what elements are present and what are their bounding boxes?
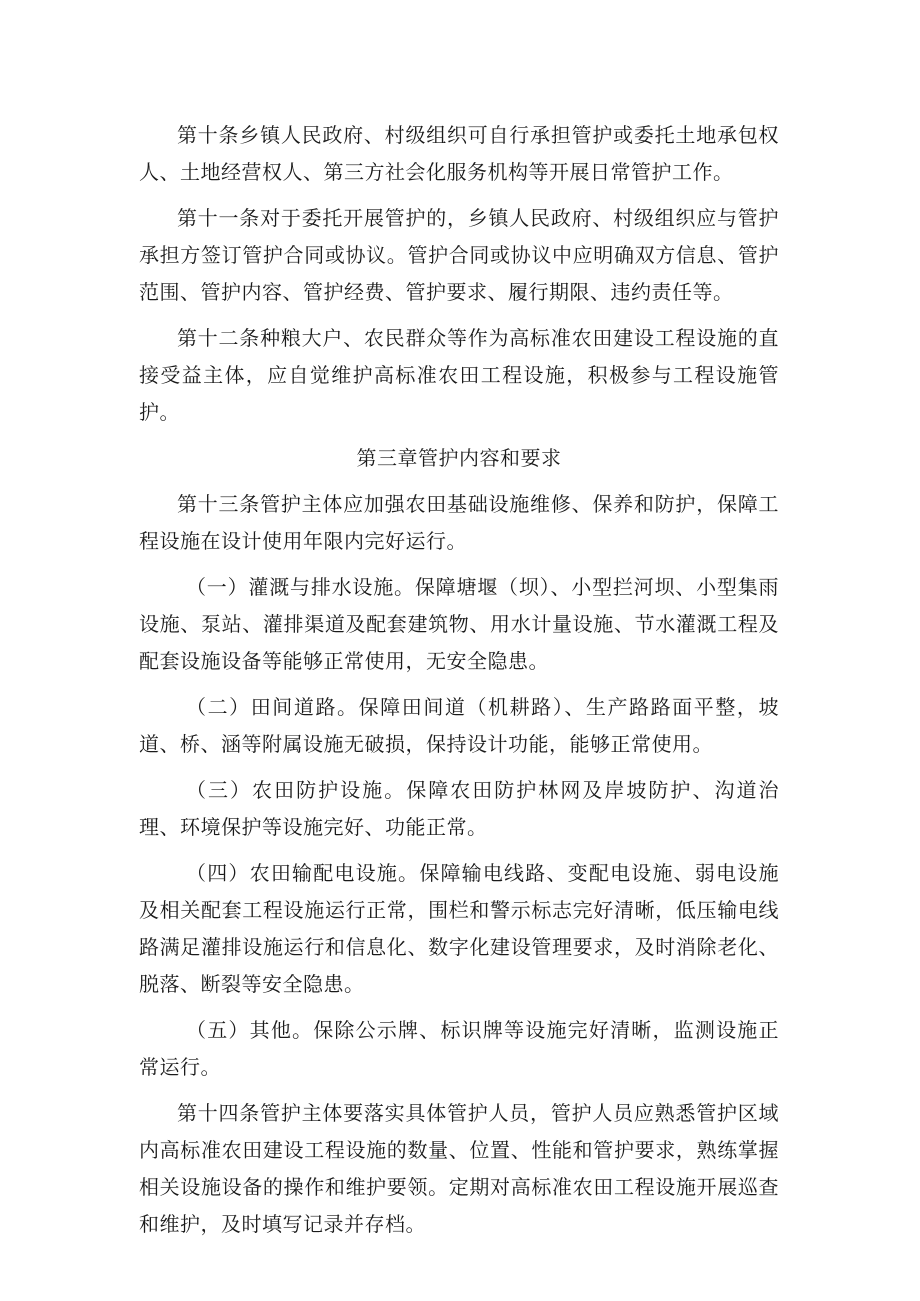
article-14-paragraph: 第十四条管护主体要落实具体管护人员，管护人员应熟悉管护区域内高标准农田建设工程设施的数量、位置、性能和管护要求，熟练掌握相关设施设备的操作和维护要领。定期对高标准农田工程设施开展巡查和维护，及时填写记录并存档。 bbox=[139, 1101, 779, 1236]
item-5-other-paragraph: （五）其他。保除公示牌、标识牌等设施完好清晰，监测设施正常运行。 bbox=[139, 1018, 779, 1079]
item-2-roads-paragraph: （二）田间道路。保障田间道（机耕路）、生产路路面平整，坡道、桥、涵等附属设施无破损，保持设计功能，能够正常使用。 bbox=[139, 695, 779, 756]
chapter-3-heading: 第三章管护内容和要求 bbox=[356, 446, 562, 470]
article-12-paragraph: 第十二条种粮大户、农民群众等作为高标准农田建设工程设施的直接受益主体，应自觉维护高标准农田工程设施，积极参与工程设施管护。 bbox=[139, 326, 779, 424]
item-4-power-paragraph: （四）农田输配电设施。保障输电线路、变配电设施、弱电设施及相关配套工程设施运行正常，围栏和警示标志完好清晰，低压输电线路满足灌排设施运行和信息化、数字化建设管理要求，及时消除老化、脱落、断裂等安全隐患。 bbox=[139, 861, 779, 996]
item-3-protection-paragraph: （三）农田防护设施。保障农田防护林网及岸坡防护、沟道治理、环境保护等设施完好、功能正常。 bbox=[139, 778, 779, 839]
document-body bbox=[139, 117, 779, 1252]
article-13-paragraph: 第十三条管护主体应加强农田基础设施维修、保养和防护，保障工程设施在设计使用年限内完好运行。 bbox=[139, 492, 779, 553]
item-1-irrigation-paragraph: （一）灌溉与排水设施。保障塘堰（坝）、小型拦河坝、小型集雨设施、泵站、灌排渠道及配套建筑物、用水计量设施、节水灌溉工程及配套设施设备等能够正常使用，无安全隐患。 bbox=[139, 575, 779, 673]
article-10-paragraph: 第十条乡镇人民政府、村级组织可自行承担管护或委托土地承包权人、土地经营权人、第三方社会化服务机构等开展日常管护工作。 bbox=[139, 123, 779, 184]
article-11-paragraph: 第十一条对于委托开展管护的，乡镇人民政府、村级组织应与管护承担方签订管护合同或协议。管护合同或协议中应明确双方信息、管护范围、管护内容、管护经费、管护要求、履行期限、违约责任等。 bbox=[139, 206, 779, 304]
